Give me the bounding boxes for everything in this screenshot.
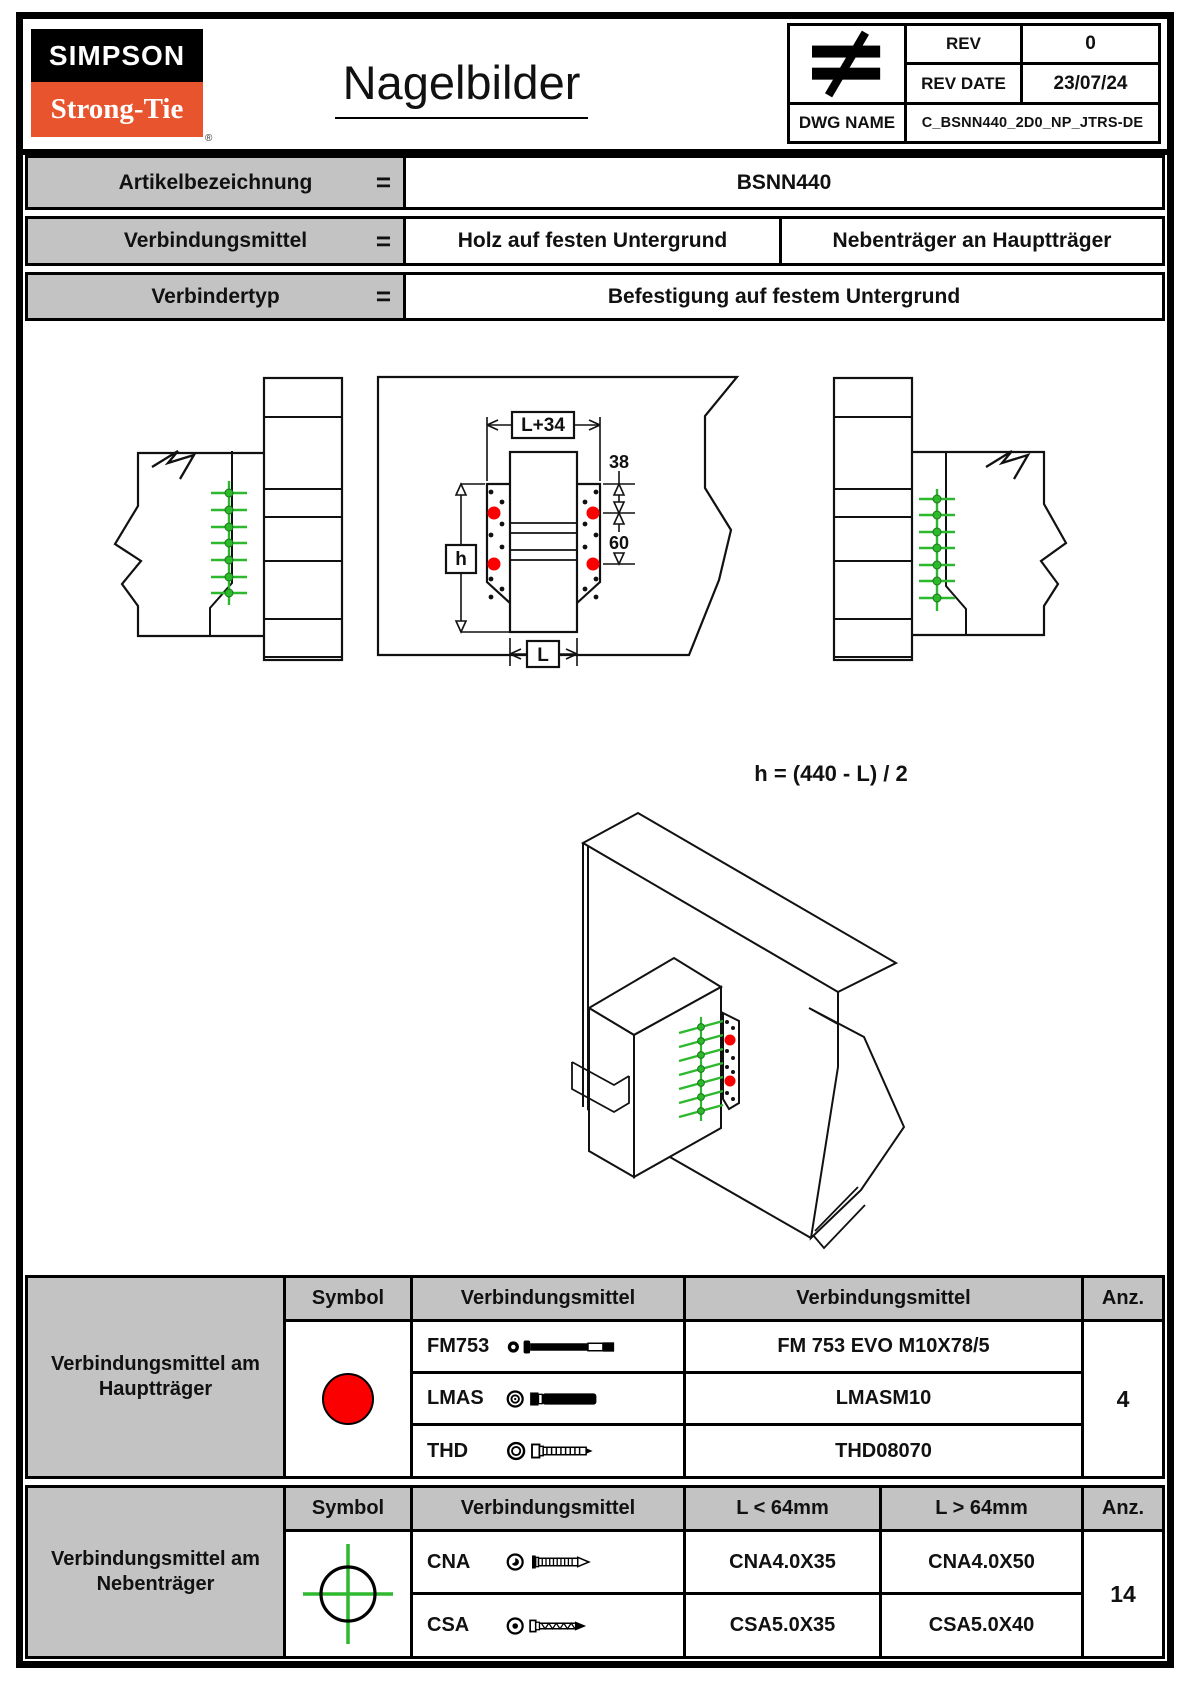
header-l-small: L < 64mm	[686, 1488, 879, 1529]
dwg-name-value: C_BSNN440_2D0_NP_JTRS-DE	[907, 105, 1158, 141]
main-beam-strip	[264, 378, 342, 660]
dimensions	[446, 412, 635, 667]
info-value-verbindungsmittel-2: Nebenträger an Hauptträger	[782, 219, 1162, 263]
info-value-artikelbezeichnung: BSNN440	[406, 158, 1162, 207]
secondary-beam-outline	[912, 452, 1066, 635]
secondary-beam-outline	[115, 453, 264, 636]
isometric-view	[572, 813, 904, 1248]
sheet-frame	[16, 12, 1174, 1668]
beam-front-face	[589, 1008, 634, 1177]
dim-l-plus-34-label: L+34	[521, 415, 565, 436]
nails-left	[211, 481, 247, 605]
table-row-label-nebentraeger: Verbindungsmittel am Nebenträger	[28, 1488, 283, 1656]
table-row: THD	[413, 1426, 683, 1476]
rev-value: 0	[1023, 26, 1158, 62]
nail-holes-front	[489, 490, 599, 600]
flange-right	[577, 484, 600, 603]
header-verbindungsmittel: Verbindungsmittel	[413, 1488, 683, 1529]
lmas-icon	[499, 1385, 649, 1413]
wall-top-face	[583, 813, 896, 992]
equals-sign: =	[375, 225, 391, 256]
thd-icon	[499, 1437, 649, 1465]
equals-sign: =	[375, 281, 391, 311]
not-equal-cell	[790, 26, 904, 102]
cna-icon	[499, 1548, 649, 1576]
header-l-large: L > 64mm	[882, 1488, 1081, 1529]
table-row: LMAS	[413, 1374, 683, 1423]
symbol-cell-haupttraeger	[286, 1322, 410, 1476]
csa-icon	[499, 1612, 649, 1640]
table-value: CSA5.0X35	[686, 1595, 879, 1656]
technical-drawing	[25, 321, 1165, 1273]
flange-left	[487, 484, 510, 603]
info-label-verbindungsmittel: Verbindungsmittel =	[28, 219, 403, 263]
height-formula: h = (440 - L) / 2	[754, 761, 908, 786]
table-row-label-haupttraeger: Verbindungsmittel am Hauptträger	[28, 1278, 283, 1476]
header-verbindungsmittel-2: Verbindungsmittel	[686, 1278, 1081, 1319]
equals-sign: =	[375, 167, 391, 197]
green-crosshair-symbol-icon	[293, 1538, 403, 1650]
nails-right	[919, 489, 955, 611]
table-value: LMASM10	[686, 1374, 1081, 1423]
table-value: CSA5.0X40	[882, 1595, 1081, 1656]
dim-38-label: 38	[608, 452, 630, 472]
dim-60-label: 60	[608, 533, 630, 553]
info-value-verbindungsmittel-1: Holz auf festen Untergrund	[406, 219, 779, 263]
header-symbol: Symbol	[286, 1278, 410, 1319]
header-anz: Anz.	[1084, 1278, 1162, 1319]
beam-front	[510, 452, 577, 632]
rev-table	[787, 23, 1161, 144]
hanger-flange-iso	[723, 1013, 739, 1109]
table-row: FM753	[413, 1322, 683, 1371]
dim-h-label: h	[455, 549, 467, 570]
rev-date-value: 23/07/24	[1023, 65, 1158, 102]
header-anz: Anz.	[1084, 1488, 1162, 1529]
break-symbol	[986, 451, 1028, 479]
qty-haupttraeger: 4	[1084, 1322, 1162, 1476]
symbol-cell-nebentraeger	[286, 1532, 410, 1656]
table-value: THD08070	[686, 1426, 1081, 1476]
qty-nebentraeger: 14	[1084, 1532, 1162, 1656]
red-anchor-symbol-icon	[322, 1373, 374, 1425]
info-value-verbindertyp: Befestigung auf festem Untergrund	[406, 275, 1162, 318]
info-row-verbindungsmittel	[25, 216, 1165, 266]
info-label-verbindertyp: Verbindertyp =	[28, 275, 403, 318]
rev-label: REV	[907, 26, 1020, 62]
hanger-edge	[946, 452, 966, 635]
brand-top-text: SIMPSON	[48, 39, 186, 71]
dwg-name-label: DWG NAME	[790, 105, 904, 141]
simpson-logo-top	[31, 29, 203, 82]
table-main-beam	[25, 1275, 1165, 1479]
info-row-verbindertyp	[25, 272, 1165, 321]
main-beam-strip	[834, 378, 912, 660]
break-symbol	[152, 451, 194, 479]
table-value: CNA4.0X50	[882, 1532, 1081, 1592]
info-row-artikelbezeichnung	[25, 155, 1165, 210]
anchor-dots-front	[488, 507, 600, 571]
not-equal-symbol-icon	[799, 29, 895, 99]
header-symbol: Symbol	[286, 1488, 410, 1529]
brand-bottom-text: Strong-Tie	[50, 93, 184, 125]
table-value: CNA4.0X35	[686, 1532, 879, 1592]
table-row: CNA	[413, 1532, 683, 1592]
registered-mark: ®	[205, 133, 213, 144]
side-view-right	[834, 378, 1066, 660]
dim-l-label: L	[537, 645, 549, 666]
torn-edge	[809, 1008, 904, 1238]
page-title: Nagelbilder	[289, 55, 634, 119]
table-value: FM 753 EVO M10X78/5	[686, 1322, 1081, 1371]
strongtie-logo-bottom	[31, 82, 203, 137]
table-secondary-beam	[25, 1485, 1165, 1659]
fm753-icon	[499, 1333, 649, 1361]
info-label-artikelbezeichnung: Artikelbezeichnung =	[28, 158, 403, 207]
rev-date-label: REV DATE	[907, 65, 1020, 102]
header-verbindungsmittel-1: Verbindungsmittel	[413, 1278, 683, 1319]
table-row: CSA	[413, 1595, 683, 1656]
